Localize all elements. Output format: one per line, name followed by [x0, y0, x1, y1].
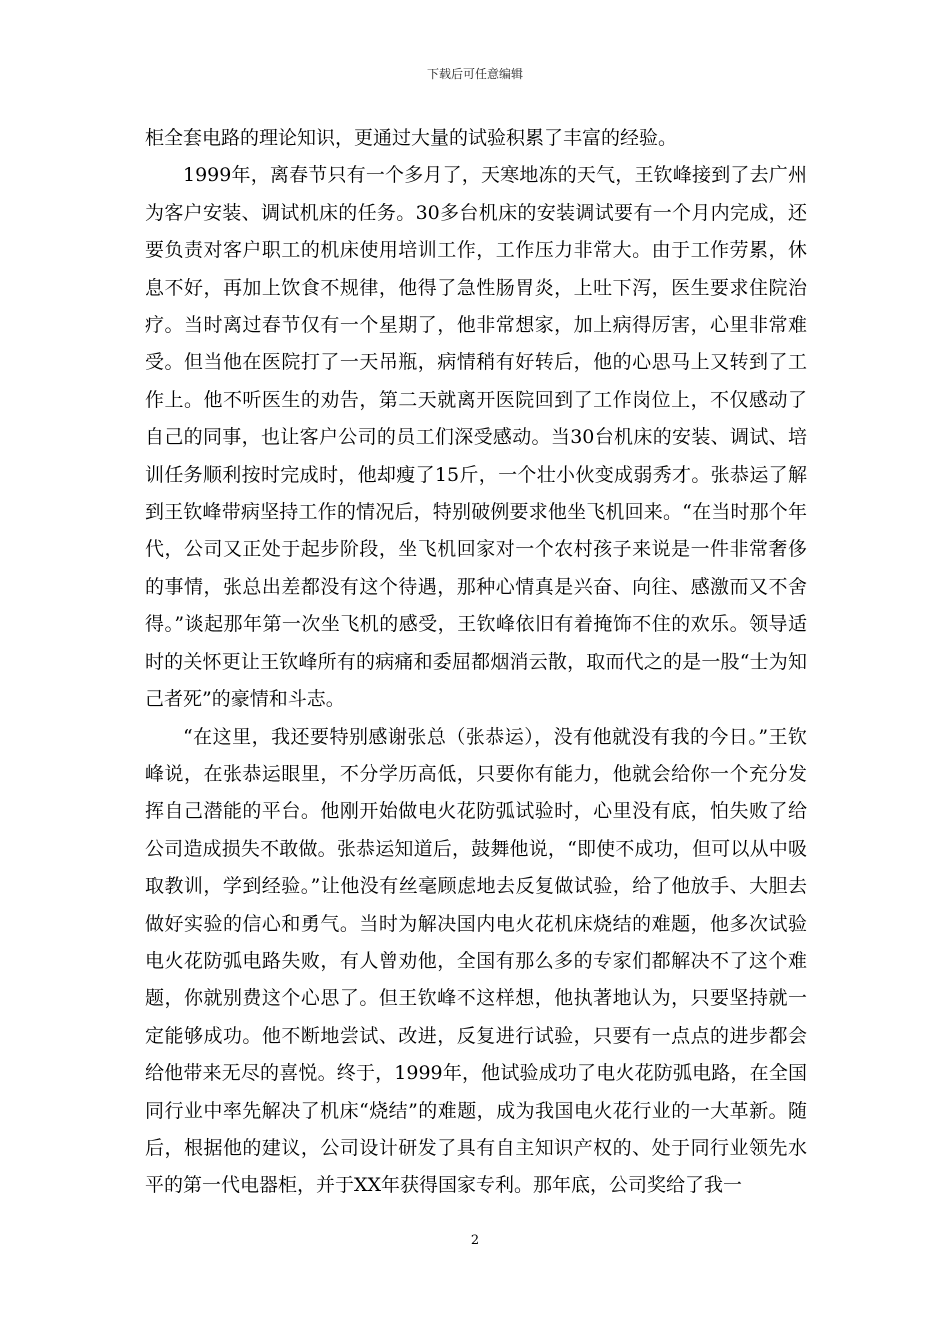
paragraph: “在这里，我还要特别感谢张总（张恭运），没有他就没有我的今日。”王钦峰说，在张恭运眼里，不分学历高低，只要你有能力，他就会给你一个充分发挥自己潜能的平台。他刚开始做电火花防弧试验时，心里没有底，怕失败了给公司造成损失不敢做。张恭运知道后，鼓舞他说，“即使不成功，但可以从中吸取教训，学到经验。”让他没有丝毫顾虑地去反复做试验，给了他放手、大胆去做好实验的信心和勇气。当时为解决国内电火花机床烧结的难题，他多次试验电火花防弧电路失败，有人曾劝他，全国有那么多的专家们都解决不了这个难题，你就别费这个心思了。但王钦峰不这样想，他执著地认为，只要坚持就一定能够成功。他不断地尝试、改进，反复进行试验，只要有一点点的进步都会给他带来无尽的喜悦。终于，1999年，他试验成功了电火花防弧电路，在全国同行业中率先解决了机床“烧结”的难题，成为我国电火花行业的一大革新。随后，根据他的建议，公司设计研发了具有自主知识产权的、处于同行业领先水平的第一代电器柜，并于XX年获得国家专利。那年底，公司奖给了我一: [145, 725, 807, 1197]
paragraph: 柜全套电路的理论知识，更通过大量的试验积累了丰富的经验。: [145, 127, 678, 149]
page-header: 下载后可任意编辑: [426, 67, 523, 81]
document-body: [145, 120, 807, 1205]
page-number: 2: [470, 1233, 480, 1248]
paragraph: 1999年，离春节只有一个多月了，天寒地冻的天气，王钦峰接到了去广州为客户安装、调试机床的任务。30多台机床的安装调试要有一个月内完成，还要负责对客户职工的机床使用培训工作，工作压力非常大。由于工作劳累，休息不好，再加上饮食不规律，他得了急性肠胃炎，上吐下泻，医生要求住院治疗。当时离过春节仅有一个星期了，他非常想家，加上病得厉害，心里非常难受。但当他在医院打了一天吊瓶，病情稍有好转后，他的心思马上又转到了工作上。他不听医生的劝告，第二天就离开医院回到了工作岗位上，不仅感动了自己的同事，也让客户公司的员工们深受感动。当30台机床的安装、调试、培训任务顺利按时完成时，他却瘦了15斤，一个壮小伙变成弱秀才。张恭运了解到王钦峰带病坚持工作的情况后，特别破例要求他坐飞机回来。“在当时那个年代，公司又正处于起步阶段，坐飞机回家对一个农村孩子来说是一件非常奢侈的事情，张总出差都没有这个待遇，那种心情真是兴奋、向往、感激而又不舍得。”谈起那年第一次坐飞机的感受，王钦峰依旧有着掩饰不住的欢乐。领导适时的关怀更让王钦峰所有的病痛和委屈都烟消云散，取而代之的是一股“士为知己者死”的豪情和斗志。: [145, 164, 807, 711]
